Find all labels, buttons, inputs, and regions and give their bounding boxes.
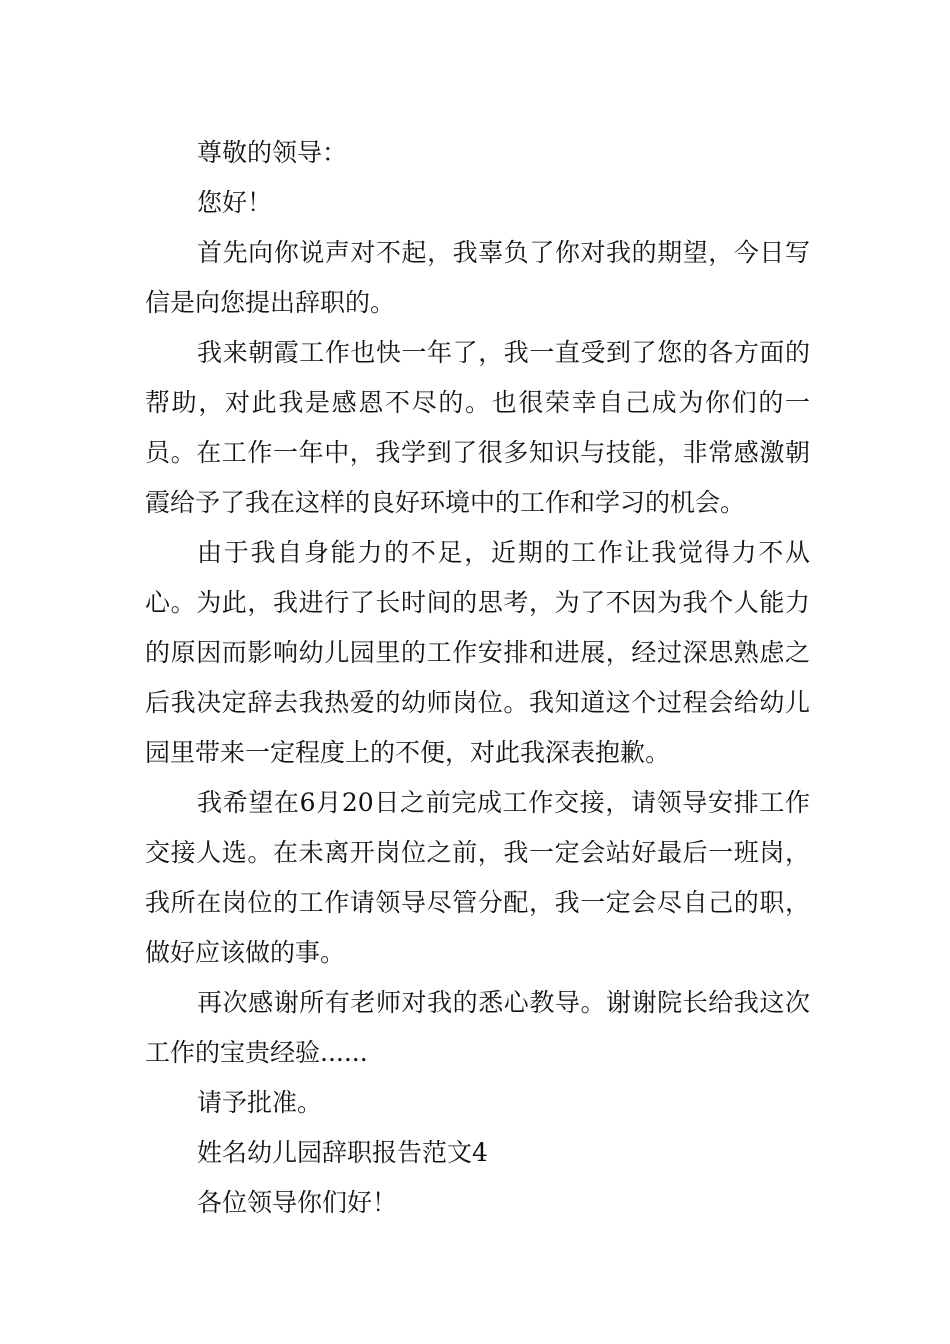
paragraph-1: 首先向你说声对不起，我辜负了你对我的期望，今日写信是向您提出辞职的。 — [145, 238, 810, 317]
greeting: 您好！ — [197, 188, 273, 217]
approval-request: 请予批准。 — [197, 1088, 323, 1117]
salutation: 尊敬的领导： — [197, 138, 348, 167]
next-section-title: 姓名幼儿园辞职报告范文4 — [197, 1138, 488, 1167]
paragraph-2: 我来朝霞工作也快一年了，我一直受到了您的各方面的帮助，对此我是感恩不尽的。也很荣幸自己成为你们的一员。在工作一年中，我学到了很多知识与技能，非常感激朝霞给予了我在这样的良好环境中的工作和学习的机会。 — [145, 338, 810, 517]
paragraph-3: 由于我自身能力的不足，近期的工作让我觉得力不从心。为此，我进行了长时间的思考，为了不因为我个人能力的原因而影响幼儿园里的工作安排和进展，经过深思熟虑之后我决定辞去我热爱的幼师岗位。我知道这个过程会给幼儿园里带来一定程度上的不便，对此我深表抱歉。 — [145, 538, 810, 767]
paragraph-4: 我希望在6月20日之前完成工作交接，请领导安排工作交接人选。在未离开岗位之前，我一定会站好最后一班岗，我所在岗位的工作请领导尽管分配，我一定会尽自己的职，做好应该做的事。 — [145, 788, 810, 967]
next-section-greeting: 各位领导你们好！ — [197, 1188, 398, 1217]
paragraph-5: 再次感谢所有老师对我的悉心教导。谢谢院长给我这次工作的宝贵经验...... — [145, 988, 810, 1067]
document-body — [145, 128, 810, 1228]
